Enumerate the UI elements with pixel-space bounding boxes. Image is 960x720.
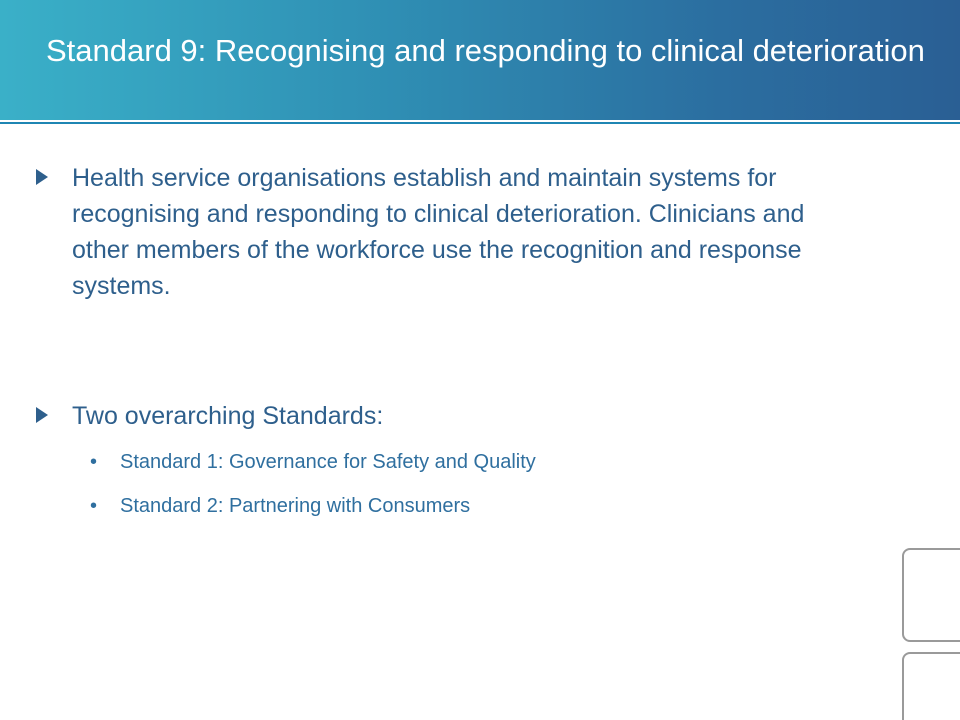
side-decor-box: [902, 652, 960, 720]
sub-bullet-text: Standard 2: Partnering with Consumers: [120, 495, 471, 517]
title-banner: [0, 0, 960, 120]
triangle-right-icon: [36, 407, 48, 423]
bullet-text: Two overarching Standards:: [72, 402, 384, 430]
triangle-right-icon: [36, 169, 48, 185]
bullet-text: Health service organisations establish and maintain systems for recognising and responding to clinical deterioration. Clinicians and other members of the workforce use the recognition and response systems.: [72, 164, 805, 300]
bullet-dot: •: [90, 451, 98, 473]
title-divider: [0, 122, 960, 124]
slide-title: Standard 9: Recognising and responding to clinical deterioration: [46, 33, 925, 68]
bullet-dot: •: [90, 495, 98, 517]
sub-bullet-text: Standard 1: Governance for Safety and Quality: [120, 451, 536, 473]
side-decor-box: [902, 548, 960, 642]
